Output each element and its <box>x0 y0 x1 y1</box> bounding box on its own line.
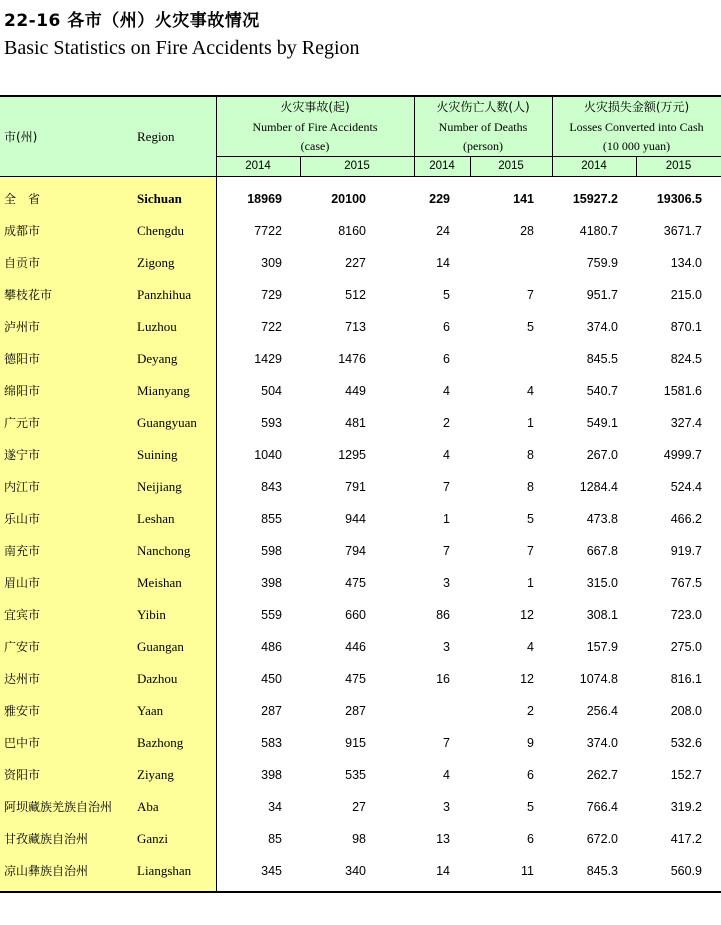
row-value-cell: 275.0 <box>670 640 702 654</box>
row-value-cell: 319.2 <box>670 800 702 814</box>
row-region-name: Aba <box>137 799 159 814</box>
row-value-cell: 86 <box>436 608 450 622</box>
row-value-cell: 4 <box>443 448 450 462</box>
row-value-cell: 1040 <box>254 448 282 462</box>
row-city-name: 阿坝藏族羌族自治州 <box>4 800 113 814</box>
row-value-cell: 951.7 <box>586 288 618 302</box>
row-value-cell: 767.5 <box>670 576 702 590</box>
row-value-cell: 24 <box>436 224 450 238</box>
row-value-cell: 535 <box>345 768 366 782</box>
row-value-cell: 5 <box>527 800 534 814</box>
row-value-cell: 559 <box>261 608 282 622</box>
row-region-name: Deyang <box>137 351 178 366</box>
row-value-cell: 227 <box>345 256 366 270</box>
table-row <box>0 215 721 247</box>
row-value-cell: 20100 <box>331 192 366 206</box>
row-value-cell: 256.4 <box>586 704 618 718</box>
row-value-cell: 4 <box>443 768 450 782</box>
row-value-cell: 6 <box>527 768 534 782</box>
row-value-cell: 1 <box>527 576 534 590</box>
table-row <box>0 503 721 535</box>
row-value-cell: 315.0 <box>586 576 618 590</box>
row-value-cell: 8 <box>527 480 534 494</box>
row-city-name: 绵阳市 <box>4 384 41 398</box>
row-value-cell: 8160 <box>338 224 366 238</box>
row-value-cell: 766.4 <box>586 800 618 814</box>
row-value-cell: 7 <box>527 544 534 558</box>
row-region-name: Meishan <box>137 575 182 590</box>
year-header: 2015 <box>498 160 524 172</box>
table-row <box>0 599 721 631</box>
row-value-cell: 1284.4 <box>579 480 618 494</box>
table-row <box>0 535 721 567</box>
row-value-cell: 532.6 <box>670 736 702 750</box>
table-row <box>0 311 721 343</box>
table-title-chinese: 22-16 各市（州）火灾事故情况 <box>4 11 260 31</box>
row-value-cell: 845.3 <box>586 864 618 878</box>
row-value-cell: 4999.7 <box>663 448 702 462</box>
row-city-name: 雅安市 <box>4 704 41 718</box>
group-deaths-en: Number of Deaths <box>438 120 528 134</box>
row-value-cell: 1 <box>527 416 534 430</box>
row-value-cell: 8 <box>527 448 534 462</box>
table-row <box>0 663 721 695</box>
table-row <box>0 727 721 759</box>
row-value-cell: 267.0 <box>586 448 618 462</box>
row-region-name: Luzhou <box>137 319 177 334</box>
row-value-cell: 374.0 <box>586 320 618 334</box>
table-bottom-rule <box>0 891 721 893</box>
row-city-name: 达州市 <box>4 672 41 686</box>
row-value-cell: 560.9 <box>670 864 702 878</box>
row-city-name: 乐山市 <box>4 512 41 526</box>
row-value-cell: 816.1 <box>670 672 702 686</box>
row-value-cell: 5 <box>527 512 534 526</box>
row-city-name: 眉山市 <box>4 576 41 590</box>
row-region-name: Leshan <box>137 511 175 526</box>
table-row <box>0 791 721 823</box>
row-city-name: 广安市 <box>4 640 41 654</box>
row-value-cell: 15927.2 <box>572 192 618 206</box>
row-city-name: 巴中市 <box>4 736 41 750</box>
row-region-name: Mianyang <box>137 383 190 398</box>
row-value-cell: 5 <box>527 320 534 334</box>
row-region-name: Zigong <box>137 255 175 270</box>
row-value-cell: 6 <box>443 320 450 334</box>
row-value-cell: 446 <box>345 640 366 654</box>
row-region-name: Ganzi <box>137 831 169 846</box>
row-value-cell: 85 <box>268 832 282 846</box>
row-value-cell: 723.0 <box>670 608 702 622</box>
row-value-cell: 672.0 <box>586 832 618 846</box>
row-value-cell: 1 <box>443 512 450 526</box>
year-header: 2014 <box>245 160 271 172</box>
row-value-cell: 486 <box>261 640 282 654</box>
group-deaths-cn: 火灾伤亡人数(人) <box>436 100 530 114</box>
row-value-cell: 915 <box>345 736 366 750</box>
row-city-name: 内江市 <box>4 480 41 494</box>
row-value-cell: 417.2 <box>670 832 702 846</box>
row-region-name: Dazhou <box>137 671 178 686</box>
header-bottom-rule <box>0 176 721 177</box>
row-value-cell: 345 <box>261 864 282 878</box>
row-value-cell: 14 <box>436 864 450 878</box>
group-accidents-cn: 火灾事故(起) <box>280 100 350 114</box>
row-region-name: Nanchong <box>137 543 191 558</box>
row-value-cell: 843 <box>261 480 282 494</box>
row-value-cell: 18969 <box>247 192 282 206</box>
row-value-cell: 12 <box>520 672 534 686</box>
row-value-cell: 4 <box>443 384 450 398</box>
row-value-cell: 98 <box>352 832 366 846</box>
row-value-cell: 475 <box>345 672 366 686</box>
row-value-cell: 14 <box>436 256 450 270</box>
row-value-cell: 287 <box>345 704 366 718</box>
row-value-cell: 3671.7 <box>663 224 702 238</box>
table-row <box>0 471 721 503</box>
row-value-cell: 845.5 <box>586 352 618 366</box>
table-row <box>0 855 721 887</box>
row-region-name: Ziyang <box>137 767 174 782</box>
row-value-cell: 287 <box>261 704 282 718</box>
table-row <box>0 439 721 471</box>
row-value-cell: 2 <box>443 416 450 430</box>
row-value-cell: 34 <box>268 800 282 814</box>
year-header: 2015 <box>344 160 370 172</box>
table-row <box>0 247 721 279</box>
group-deaths-unit: (person) <box>463 139 503 153</box>
row-value-cell: 4 <box>527 384 534 398</box>
table-row <box>0 279 721 311</box>
row-city-name: 德阳市 <box>4 352 41 366</box>
row-value-cell: 466.2 <box>670 512 702 526</box>
row-region-name: Guangyuan <box>137 415 197 430</box>
row-value-cell: 598 <box>261 544 282 558</box>
row-value-cell: 6 <box>527 832 534 846</box>
row-value-cell: 481 <box>345 416 366 430</box>
row-value-cell: 729 <box>261 288 282 302</box>
row-city-name: 攀枝花市 <box>4 288 53 302</box>
row-value-cell: 215.0 <box>670 288 702 302</box>
row-value-cell: 19306.5 <box>656 192 702 206</box>
row-region-name: Chengdu <box>137 223 184 238</box>
row-value-cell: 1581.6 <box>663 384 702 398</box>
row-value-cell: 1429 <box>254 352 282 366</box>
row-city-name: 成都市 <box>4 224 41 238</box>
row-value-cell: 855 <box>261 512 282 526</box>
row-value-cell: 208.0 <box>670 704 702 718</box>
row-region-name: Guangan <box>137 639 184 654</box>
row-value-cell: 1074.8 <box>579 672 618 686</box>
group-accidents-en: Number of Fire Accidents <box>252 120 378 134</box>
row-value-cell: 759.9 <box>586 256 618 270</box>
row-value-cell: 870.1 <box>670 320 702 334</box>
row-value-cell: 16 <box>436 672 450 686</box>
row-value-cell: 1476 <box>338 352 366 366</box>
table-row <box>0 567 721 599</box>
row-city-name: 泸州市 <box>4 320 41 334</box>
table-row <box>0 631 721 663</box>
row-value-cell: 791 <box>345 480 366 494</box>
row-value-cell: 308.1 <box>586 608 618 622</box>
row-value-cell: 398 <box>261 768 282 782</box>
row-value-cell: 340 <box>345 864 366 878</box>
row-city-name: 甘孜藏族自治州 <box>4 832 89 846</box>
year-header: 2014 <box>581 160 607 172</box>
table-row <box>0 407 721 439</box>
row-value-cell: 660 <box>345 608 366 622</box>
row-value-cell: 524.4 <box>670 480 702 494</box>
row-region-name: Panzhihua <box>137 287 192 302</box>
row-value-cell: 944 <box>345 512 366 526</box>
row-value-cell: 473.8 <box>586 512 618 526</box>
row-value-cell: 9 <box>527 736 534 750</box>
row-value-cell: 141 <box>513 192 534 206</box>
row-value-cell: 722 <box>261 320 282 334</box>
row-region-name: Yibin <box>137 607 166 622</box>
table-row <box>0 823 721 855</box>
table-row <box>0 695 721 727</box>
row-value-cell: 475 <box>345 576 366 590</box>
year-header: 2014 <box>429 160 455 172</box>
row-value-cell: 12 <box>520 608 534 622</box>
row-value-cell: 2 <box>527 704 534 718</box>
row-city-name: 遂宁市 <box>4 448 41 462</box>
row-region-name: Yaan <box>137 703 164 718</box>
row-value-cell: 157.9 <box>586 640 618 654</box>
row-city-name: 广元市 <box>4 416 41 430</box>
row-value-cell: 398 <box>261 576 282 590</box>
row-city-name: 自贡市 <box>4 256 41 270</box>
table-row <box>0 759 721 791</box>
row-value-cell: 7 <box>443 736 450 750</box>
row-value-cell: 3 <box>443 640 450 654</box>
row-city-name: 资阳市 <box>4 768 41 782</box>
row-value-cell: 713 <box>345 320 366 334</box>
row-value-cell: 549.1 <box>586 416 618 430</box>
row-value-cell: 919.7 <box>670 544 702 558</box>
row-value-cell: 374.0 <box>586 736 618 750</box>
row-value-cell: 450 <box>261 672 282 686</box>
row-value-cell: 27 <box>352 800 366 814</box>
row-value-cell: 449 <box>345 384 366 398</box>
table-row <box>0 375 721 407</box>
row-value-cell: 4 <box>527 640 534 654</box>
row-value-cell: 824.5 <box>670 352 702 366</box>
row-value-cell: 1295 <box>338 448 366 462</box>
row-value-cell: 667.8 <box>586 544 618 558</box>
row-value-cell: 5 <box>443 288 450 302</box>
row-value-cell: 28 <box>520 224 534 238</box>
row-value-cell: 7 <box>443 544 450 558</box>
row-value-cell: 4180.7 <box>579 224 618 238</box>
row-region-name: Bazhong <box>137 735 184 750</box>
row-region-name: Suining <box>137 447 178 462</box>
group-accidents-unit: (case) <box>300 139 330 153</box>
row-city-name: 南充市 <box>4 544 41 558</box>
row-value-cell: 7 <box>443 480 450 494</box>
row-value-cell: 3 <box>443 576 450 590</box>
row-value-cell: 540.7 <box>586 384 618 398</box>
row-value-cell: 327.4 <box>670 416 702 430</box>
row-value-cell: 134.0 <box>670 256 702 270</box>
row-value-cell: 794 <box>345 544 366 558</box>
row-value-cell: 7722 <box>254 224 282 238</box>
row-value-cell: 11 <box>521 864 534 878</box>
row-value-cell: 583 <box>261 736 282 750</box>
row-region-name: Neijiang <box>137 479 182 494</box>
row-value-cell: 3 <box>443 800 450 814</box>
row-value-cell: 593 <box>261 416 282 430</box>
row-city-name: 凉山彝族自治州 <box>4 864 89 878</box>
table-title-english: Basic Statistics on Fire Accidents by Region <box>4 37 360 59</box>
year-header: 2015 <box>665 160 692 172</box>
row-value-cell: 6 <box>443 352 450 366</box>
group-losses-unit: (10 000 yuan) <box>602 139 671 153</box>
row-value-cell: 13 <box>436 832 450 846</box>
table-row <box>0 343 721 375</box>
row-value-cell: 504 <box>261 384 282 398</box>
group-losses-en: Losses Converted into Cash <box>569 120 704 134</box>
row-value-cell: 152.7 <box>670 768 702 782</box>
header-city-label: 市(州) <box>4 130 38 144</box>
row-value-cell: 7 <box>527 288 534 302</box>
group-losses-cn: 火灾损失金额(万元) <box>583 100 690 114</box>
row-region-name: Liangshan <box>137 863 192 878</box>
table-row <box>0 183 721 215</box>
row-value-cell: 512 <box>345 288 366 302</box>
header-region-label: Region <box>137 129 175 144</box>
row-value-cell: 229 <box>429 192 450 206</box>
row-city-name: 宜宾市 <box>4 608 41 622</box>
row-region-name: Sichuan <box>137 191 182 206</box>
row-city-name: 全 省 <box>4 192 41 206</box>
row-value-cell: 262.7 <box>586 768 618 782</box>
row-value-cell: 309 <box>261 256 282 270</box>
